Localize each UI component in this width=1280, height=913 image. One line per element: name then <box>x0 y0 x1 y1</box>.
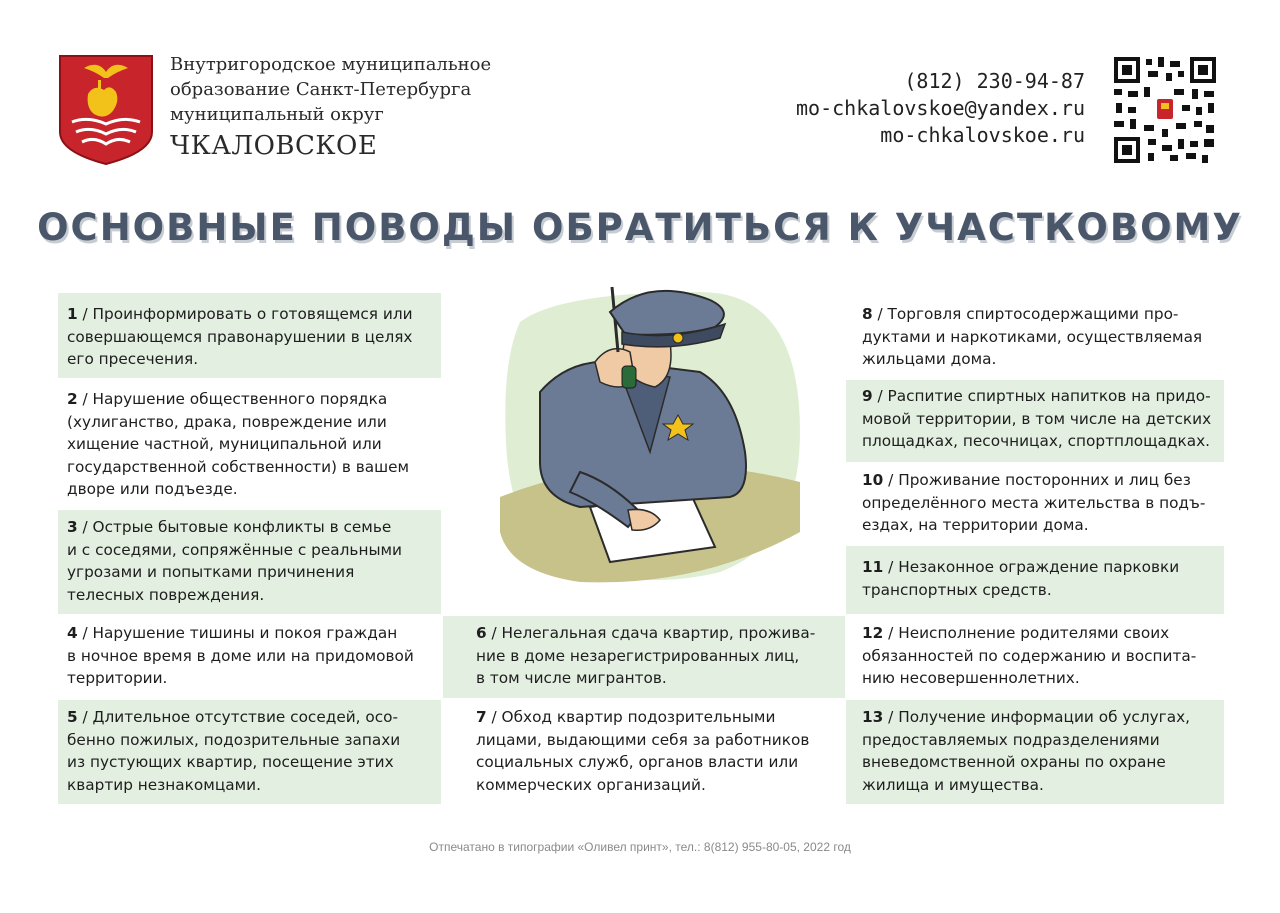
list-item-7: 7 / Обход квартир подозрительными лицами, выдающими себя за работников социальных служб, органов власти или коммерческих организаций. <box>476 708 810 794</box>
item-text: Длительное отсутствие соседей, осо- бенно пожилых, подозрительные запахи из пустующих квартир, посещение этих квартир незнакомцами. <box>67 708 401 794</box>
item-text: Получение информации об услугах, предоставляемых подразделениями вневедомственной охраны по охране жилища и имущества. <box>862 708 1190 794</box>
item-number: 3 <box>67 518 78 536</box>
list-item-8: 8 / Торговля спиртосодержащими про- дуктами и наркотиками, осуществляемая жильцами дома. <box>862 305 1203 369</box>
item-text: Неисполнение родителями своих обязанностей по содержанию и воспита- нию несовершеннолетних. <box>862 624 1197 688</box>
list-item-4: 4 / Нарушение тишины и покоя граждан в ночное время в доме или на придомовой территории. <box>67 624 414 688</box>
list-item-1: 1 / Проинформировать о готовящемся или совершающемся правонарушении в целях его пресечения. <box>58 293 441 378</box>
contacts <box>796 68 1085 149</box>
list-item-2: 2 / Нарушение общественного порядка (хулиганство, драка, повреждение или хищение частной, муниципальной или государственной собственности) в вашем дворе или подъезде. <box>67 390 410 499</box>
item-number: 12 <box>862 624 884 642</box>
item-text: Обход квартир подозрительными лицами, выдающими себя за работников социальных служб, органов власти или коммерческих организаций. <box>476 708 810 794</box>
phone-number: (812) 230-94-87 <box>904 69 1085 93</box>
list-item-13: 13 / Получение информации об услугах, предоставляемых подразделениями вневедомственной охраны по охране жилища и имущества. <box>846 700 1224 804</box>
org-line-2: образование Санкт-Петербурга <box>170 79 472 100</box>
page-title: ОСНОВНЫЕ ПОВОДЫ ОБРАТИТЬСЯ К УЧАСТКОВОМУ <box>37 206 1243 249</box>
item-text: Распитие спиртных напитков на придо- мовой территории, в том числе на детских площадках, песочницах, спортплощадках. <box>862 387 1212 451</box>
item-text: Проживание посторонних и лиц без определённого места жительства в подъ- ездах, на территории дома. <box>862 471 1206 535</box>
website-link[interactable]: mo-chkalovskoe.ru <box>880 123 1085 147</box>
police-officer-illustration-icon <box>500 282 800 587</box>
item-text: Острые бытовые конфликты в семье и с соседями, сопряжённые с реальными угрозами и попытками причинения телесных повреждения. <box>67 518 403 604</box>
org-line-3: муниципальный округ <box>170 104 384 125</box>
item-number: 4 <box>67 624 78 642</box>
item-number: 11 <box>862 558 884 576</box>
item-number: 10 <box>862 471 884 489</box>
item-number: 5 <box>67 708 78 726</box>
list-item-5: 5 / Длительное отсутствие соседей, осо- бенно пожилых, подозрительные запахи из пустующих квартир, посещение этих квартир незнакомцами. <box>58 700 441 804</box>
item-number: 13 <box>862 708 884 726</box>
item-text: Нарушение общественного порядка (хулиганство, драка, повреждение или хищение частной, муниципальной или государственной собственности) в вашем дворе или подъезде. <box>67 390 410 499</box>
list-item-11: 11 / Незаконное ограждение парковки транспортных средств. <box>846 546 1224 614</box>
item-text: Нарушение тишины и покоя граждан в ночное время в доме или на придомовой территории. <box>67 624 414 688</box>
item-number: 9 <box>862 387 873 405</box>
list-item-10: 10 / Проживание посторонних и лиц без определённого места жительства в подъ- ездах, на территории дома. <box>862 471 1206 535</box>
org-line-1: Внутригородское муниципальное <box>170 54 492 75</box>
list-item-9: 9 / Распитие спиртных напитков на придо- мовой территории, в том числе на детских площадках, песочницах, спортплощадках. <box>846 380 1224 462</box>
qr-code-icon <box>1112 55 1218 165</box>
item-number: 2 <box>67 390 78 408</box>
item-text: Проинформировать о готовящемся или совершающемся правонарушении в целях его пресечения. <box>67 305 413 369</box>
item-text: Торговля спиртосодержащими про- дуктами и наркотиками, осуществляемая жильцами дома. <box>862 305 1203 369</box>
item-text: Нелегальная сдача квартир, прожива- ние в доме незарегистрированных лиц, в том числе мигрантов. <box>476 624 816 688</box>
organization-name <box>170 52 491 163</box>
item-number: 6 <box>476 624 487 642</box>
item-text: Незаконное ограждение парковки транспортных средств. <box>862 558 1180 599</box>
list-item-3: 3 / Острые бытовые конфликты в семье и с соседями, сопряжённые с реальными угрозами и попытками причинения телесных повреждения. <box>58 510 441 614</box>
coat-of-arms-icon <box>58 54 154 166</box>
item-number: 1 <box>67 305 78 323</box>
item-number: 7 <box>476 708 487 726</box>
org-district-name: ЧКАЛОВСКОЕ <box>170 131 378 161</box>
print-footer: Отпечатано в типографии «Оливел принт», тел.: 8(812) 955-80-05, 2022 год <box>429 840 851 854</box>
list-item-12: 12 / Неисполнение родителями своих обязанностей по содержанию и воспита- нию несовершеннолетних. <box>862 624 1197 688</box>
list-item-6: 6 / Нелегальная сдача квартир, прожива- ние в доме незарегистрированных лиц, в том числе мигрантов. <box>443 616 845 698</box>
item-number: 8 <box>862 305 873 323</box>
email-link[interactable]: mo-chkalovskoe@yandex.ru <box>796 96 1085 120</box>
